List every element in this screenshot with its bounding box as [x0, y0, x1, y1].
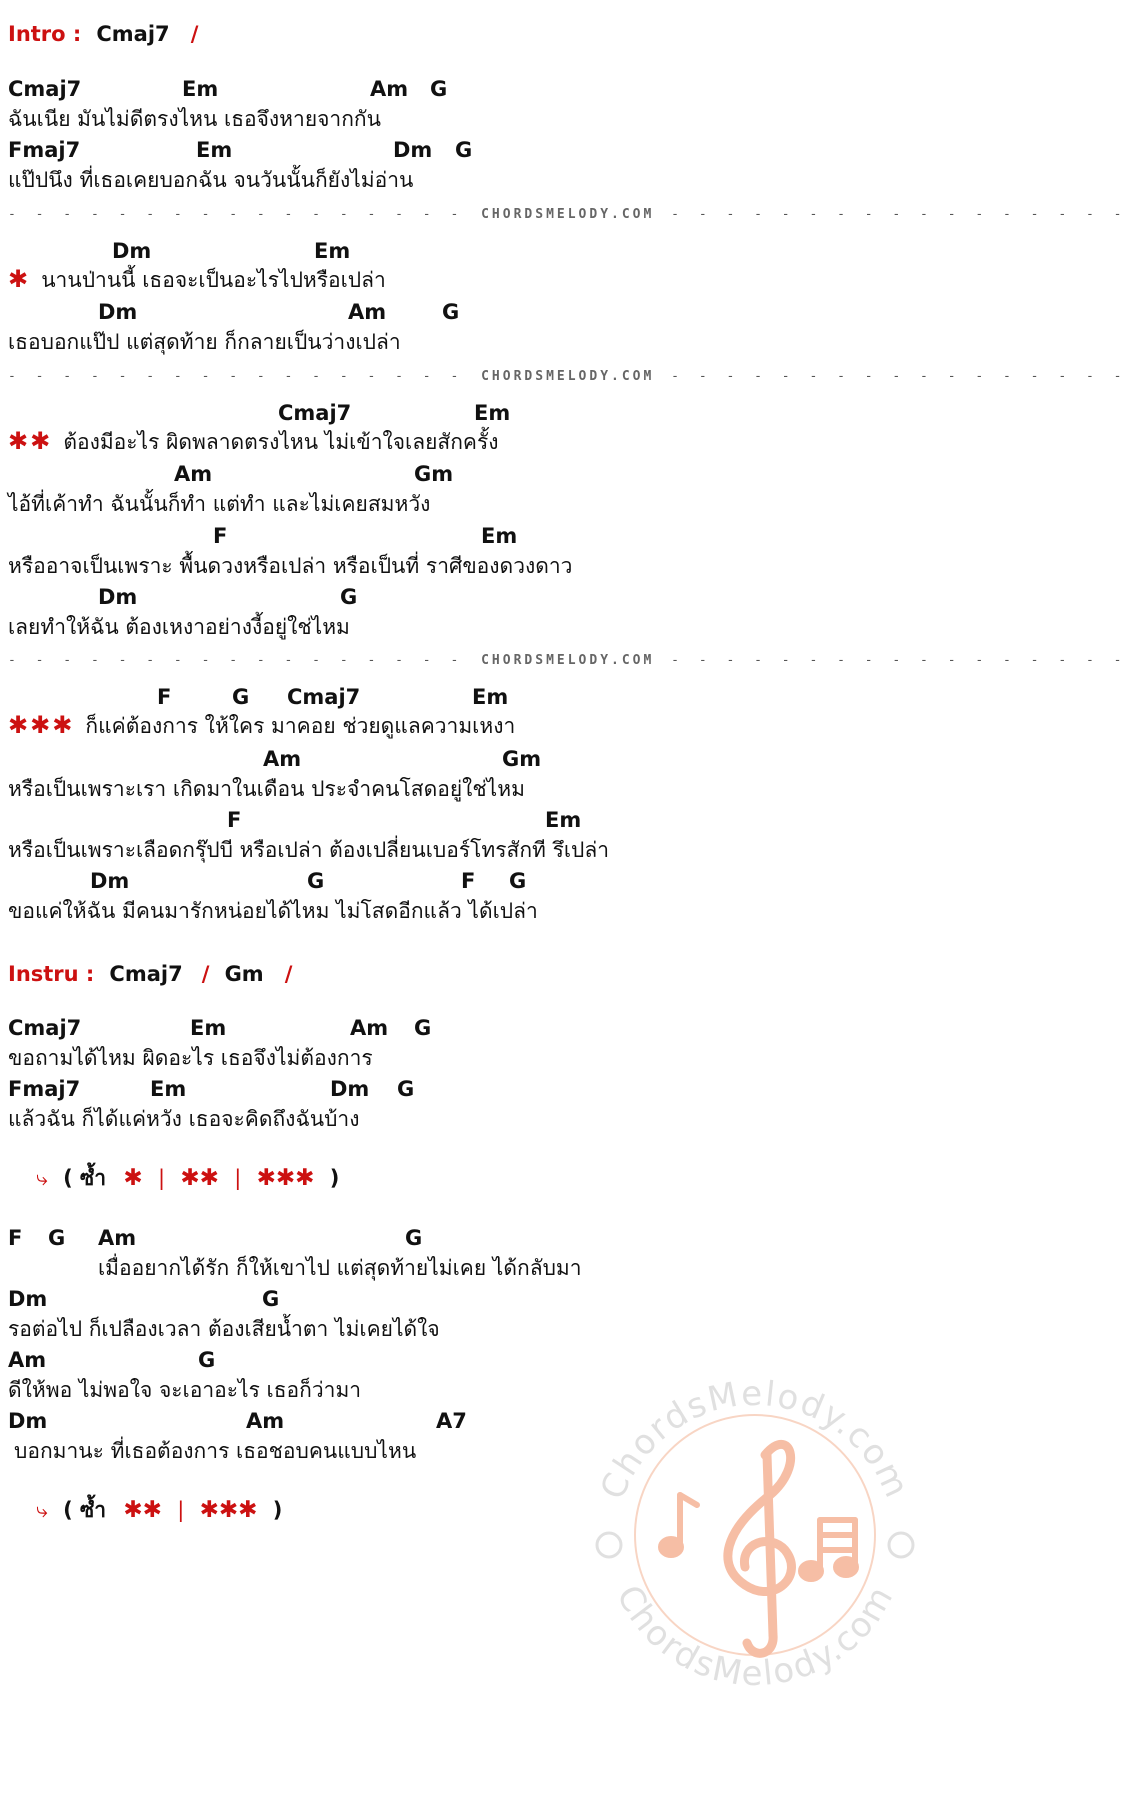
chord: G [198, 1348, 216, 1372]
return-arrow-icon: ⤷ [36, 1166, 48, 1190]
chord: Dm [90, 869, 130, 893]
chord: F [213, 524, 228, 548]
repeat-divider: | [234, 1166, 242, 1190]
repeat-mark: ✱ [123, 1165, 143, 1191]
chord: G [307, 869, 325, 893]
chord: A7 [436, 1409, 467, 1433]
chord: Cmaj7 [8, 77, 82, 101]
lyric-line: ต้องมีอะไร ผิดพลาดตรงไหน ไม่เข้าใจเลยสักครั้ง [63, 430, 499, 454]
chord: Em [196, 138, 233, 162]
chord: Dm [393, 138, 433, 162]
lyric-line: บอกมานะ ที่เธอต้องการ เธอชอบคนแบบไหน [14, 1439, 417, 1463]
repeat-instruction [36, 1162, 339, 1195]
lyric-line: ขอถามได้ไหม ผิดอะไร เธอจึงไม่ต้องการ [8, 1046, 373, 1070]
repeat-open: ( ซ้ำ [63, 1498, 107, 1522]
separator [8, 653, 1127, 668]
instru-row [8, 962, 292, 986]
separator [8, 369, 1127, 384]
chord: Em [545, 808, 582, 832]
chord: Am [98, 1226, 137, 1250]
chord: Am [263, 747, 302, 771]
chord: G [442, 300, 460, 324]
chord: G [405, 1226, 423, 1250]
chord: F [227, 808, 242, 832]
return-arrow-icon: ⤷ [36, 1498, 48, 1522]
chord: G [340, 585, 358, 609]
lyric-line: นานป่านนี้ เธอจะเป็นอะไรไปหรือเปล่า [41, 268, 386, 292]
chord: G [48, 1226, 66, 1250]
instru-label: Instru : [8, 962, 95, 986]
chord: Em [182, 77, 219, 101]
lyric-line: ขอแค่ให้ฉัน มีคนมารักหน่อยได้ไหม ไม่โสดอีกแล้ว ได้เปล่า [8, 899, 538, 923]
lyric-line: หรือเป็นเพราะเรา เกิดมาในเดือน ประจำคนโสดอยู่ใช่ไหม [8, 777, 525, 801]
section-mark-single: ✱ [8, 265, 31, 293]
chord: Fmaj7 [8, 138, 81, 162]
separator-dashes: - - - - - - - - - - - - - - - - - [8, 207, 465, 222]
lyric-line: หรืออาจเป็นเพราะ พื้นดวงหรือเปล่า หรือเป็นที่ ราศีของดวงดาว [8, 554, 573, 578]
chord: Am [348, 300, 387, 324]
chord: Dm [8, 1409, 48, 1433]
chord: Am [174, 462, 213, 486]
chord: G [397, 1077, 415, 1101]
separator-brand: CHORDSMELODY.COM [481, 207, 655, 222]
separator-dashes: - - - - - - - - - - - - - - - - - [671, 369, 1127, 384]
chord: G [509, 869, 527, 893]
lyric-line: เลยทำให้ฉัน ต้องเหงาอย่างงี้อยู่ใช่ไหม [8, 615, 350, 639]
chord: Gm [502, 747, 542, 771]
chord: F [461, 869, 476, 893]
separator-dashes: - - - - - - - - - - - - - - - - - [671, 207, 1127, 222]
separator-dashes: - - - - - - - - - - - - - - - - - [8, 653, 465, 668]
lyric-line: ก็แค่ต้องการ ให้ใคร มาคอย ช่วยดูแลความเหงา [85, 714, 516, 738]
lyric-line: ฉันเนีย มันไม่ดีตรงไหน เธอจึงหายจากกัน [8, 107, 382, 131]
chord: F [157, 685, 172, 709]
separator-dashes: - - - - - - - - - - - - - - - - - [671, 653, 1127, 668]
separator-dashes: - - - - - - - - - - - - - - - - - [8, 369, 465, 384]
chord: F [8, 1226, 23, 1250]
lyric-line: ดีให้พอ ไม่พอใจ จะเอาอะไร เธอก็ว่ามา [8, 1378, 362, 1402]
chord: Dm [8, 1287, 48, 1311]
chord: Cmaj7 [8, 1016, 82, 1040]
chord: Gm [224, 962, 264, 986]
section-mark-triple: ✱✱✱ [8, 711, 75, 739]
chord: Em [314, 239, 351, 263]
chord: G [430, 77, 448, 101]
chord-slash: / [284, 962, 293, 986]
small-note-icon-left [597, 1533, 621, 1557]
separator-brand: CHORDSMELODY.COM [481, 653, 655, 668]
watermark-text-top: ChordsMelody.com [592, 1373, 918, 1506]
repeat-divider: | [157, 1166, 166, 1190]
lyric-line: รอต่อไป ก็เปลืองเวลา ต้องเสียน้ำตา ไม่เคยได้ใจ [8, 1317, 440, 1341]
lyric-line: แป๊ปนึง ที่เธอเคยบอกฉัน จนวันนั้นก็ยังไม่อ่าน [8, 168, 414, 192]
lyric-row [8, 426, 499, 459]
separator-brand: CHORDSMELODY.COM [481, 369, 655, 384]
chord: G [262, 1287, 280, 1311]
lyric-row [8, 710, 515, 743]
chord: Em [481, 524, 518, 548]
repeat-mark: ✱✱✱ [256, 1165, 315, 1191]
chord: Am [8, 1348, 47, 1372]
chord: G [232, 685, 250, 709]
chord: Fmaj7 [8, 1077, 81, 1101]
lyric-line: หรือเป็นเพราะเลือดกรุ๊ปบี หรือเปล่า ต้องเปลี่ยนเบอร์โทรสักที รึเปล่า [8, 838, 610, 862]
chord: Cmaj7 [287, 685, 361, 709]
chord: Cmaj7 [96, 22, 170, 46]
chord: Dm [98, 300, 138, 324]
chord: Dm [112, 239, 152, 263]
chord: Dm [330, 1077, 370, 1101]
chordsmelody-watermark [575, 1345, 935, 1705]
lyric-line: ไอ้ที่เค้าทำ ฉันนั้นก็ทำ แต่ทำ และไม่เคยสมหวัง [8, 492, 431, 516]
repeat-instruction [36, 1494, 282, 1527]
treble-clef-icon [728, 1444, 792, 1653]
watermark-text-bottom: ChordsMelody.com [608, 1578, 903, 1695]
repeat-mark: ✱✱ [180, 1165, 219, 1191]
lyric-line: เธอบอกแป๊ป แต่สุดท้าย ก็กลายเป็นว่างเปล่า [8, 330, 401, 354]
small-note-icon-right [889, 1533, 913, 1557]
chord: Cmaj7 [278, 401, 352, 425]
chord: Em [150, 1077, 187, 1101]
chord: Cmaj7 [109, 962, 183, 986]
chord: Em [190, 1016, 227, 1040]
chord: Gm [414, 462, 454, 486]
lyric-line: แล้วฉัน ก็ได้แค่หวัง เธอจะคิดถึงฉันบ้าง [8, 1107, 360, 1131]
section-mark-double: ✱✱ [8, 427, 53, 455]
intro-row [8, 22, 198, 46]
repeat-open: ( ซ้ำ [63, 1166, 107, 1190]
music-note-icon [661, 1495, 697, 1555]
chord: Em [474, 401, 511, 425]
lyric-row [8, 264, 386, 297]
lyric-line: เมื่ออยากได้รัก ก็ให้เขาไป แต่สุดท้ายไม่เคย ได้กลับมา [98, 1256, 582, 1280]
chord: G [455, 138, 473, 162]
chord-slash: / [201, 962, 210, 986]
chord: Am [350, 1016, 389, 1040]
chord-slash: / [190, 22, 199, 46]
chord: G [414, 1016, 432, 1040]
chord: Am [370, 77, 409, 101]
repeat-divider: | [177, 1498, 185, 1522]
repeat-mark: ✱✱✱ [199, 1497, 258, 1523]
separator [8, 207, 1127, 222]
chord: Em [472, 685, 509, 709]
repeat-close: ) [329, 1166, 340, 1190]
chord: Dm [98, 585, 138, 609]
repeat-close: ) [272, 1498, 283, 1522]
repeat-mark: ✱✱ [123, 1497, 162, 1523]
chord: Am [246, 1409, 285, 1433]
intro-label: Intro : [8, 22, 82, 46]
double-note-icon [801, 1520, 856, 1579]
